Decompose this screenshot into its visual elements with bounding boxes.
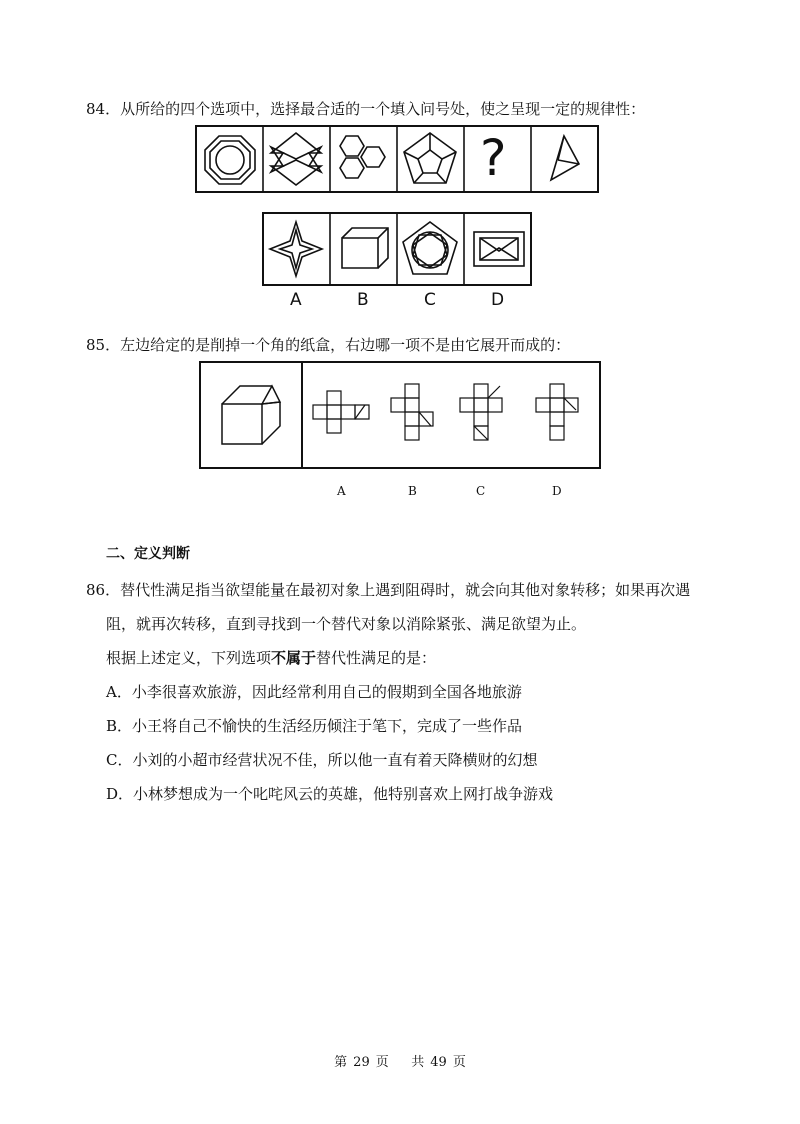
footer-total-label: 共 — [411, 1055, 425, 1070]
q85-option-d-label: D — [552, 484, 562, 498]
q85-option-c-label: C — [476, 484, 486, 498]
prompt-before: 根据上述定义，下列选项 — [106, 649, 272, 667]
net-option-c — [460, 384, 502, 440]
page-footer — [0, 1051, 800, 1070]
question-85-text: 85．左边给定的是削掉一个角的纸盒，右边哪一项不是由它展开而成的： — [86, 336, 571, 354]
prompt-after: 替代性满足的是： — [316, 649, 437, 667]
net-option-a — [313, 391, 369, 433]
q86-option-c: C．小刘的小超市经营状况不佳，所以他一直有着天降横财的幻想 — [106, 751, 538, 769]
q85-option-b-label: B — [408, 484, 417, 498]
footer-page-num: 29 — [353, 1055, 370, 1070]
q86-option-d: D．小林梦想成为一个叱咤风云的英雄，他特别喜欢上网打战争游戏 — [106, 785, 554, 803]
net-option-d — [536, 384, 578, 440]
section-title: 二、定义判断 — [106, 546, 190, 562]
net-option-b — [391, 384, 433, 440]
q84-option-c-label: C — [424, 290, 436, 310]
prompt-emphasis: 不属于 — [271, 649, 317, 667]
q86-option-a: A．小李很喜欢旅游，因此经常利用自己的假期到全国各地旅游 — [106, 683, 522, 701]
footer-page-unit: 页 — [375, 1055, 389, 1070]
question-86-line1: 86．替代性满足指当欲望能量在最初对象上遇到阻碍时，就会向其他对象转移；如果再次遇 — [86, 581, 691, 599]
q84-option-b-label: B — [357, 290, 369, 310]
question-86-line2: 阻，就再次转移，直到寻找到一个替代对象以消除紧张、满足欲望为止。 — [106, 615, 587, 633]
footer-total-unit: 页 — [452, 1055, 466, 1070]
q84-option-a-label: A — [290, 290, 302, 310]
q86-option-b: B．小王将自己不愉快的生活经历倾注于笔下，完成了一些作品 — [106, 717, 523, 735]
question-84-text: 84．从所给的四个选项中，选择最合适的一个填入问号处，使之呈现一定的规律性： — [86, 100, 646, 118]
footer-total-num: 49 — [430, 1055, 447, 1070]
question-86-prompt — [106, 648, 436, 668]
q84-option-d-label: D — [491, 290, 505, 310]
cut-corner-box-icon — [222, 386, 280, 444]
figure-85 — [0, 0, 800, 520]
footer-page-label: 第 — [334, 1055, 348, 1070]
q85-option-a-label: A — [337, 484, 346, 498]
question-mark: ? — [480, 129, 507, 187]
